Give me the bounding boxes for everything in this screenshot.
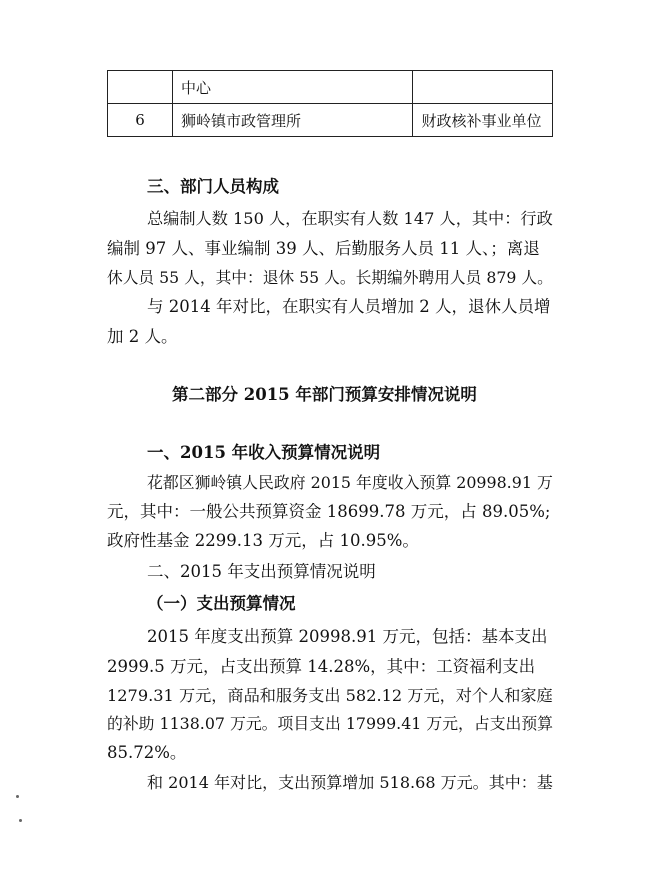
scan-speck (16, 795, 19, 798)
table-cell-name: 狮岭镇市政管理所 (173, 104, 413, 137)
table-cell-name: 中心 (173, 71, 413, 104)
document-page: 中心 6 狮岭镇市政管理所 财政核补事业单位 三、部门人员构成 总编制人数 150 人，在职实有人数 147 人，其中：行政 编制 97 人、事业编制 39 人、后勤服务人员 11 人、；离退 休人员 55 人，其中：退休 55 人。长期编外聘用人员 879 人。 与 2014 年对比，在职实有人员增加 2 人，退休人员增 加 2 人。 第二部分 2015 年部门预算安排情况说明 一、2015 年收入预算情况说明 花都区狮岭镇人民政府 2015 年度收入预算 20998.91 万 元，其中：一般公共预算资金 18699.78 万元，占 89.05%; 政府性基金 2299.13 万元，占 10.95%。 二、2015 年支出预算情况说明 （一）支出预算情况 2015 年度支出预算 20998.91 万元，包括：基本支出 2999.5 万元，占支出预算 14.28%，其中：工资福利支出 1279.31 万元，商品和服务支出 582.12 万元，对个人和家庭 的补助 1138.07 万元。项目支出 17999.41 万元，占支出预算 85.72%。 和 2014 年对比，支出预算增加 518.68 万元。其中：基 (0, 0, 650, 890)
scan-speck (19, 819, 22, 822)
table-cell-no: 6 (108, 104, 173, 137)
unit-table (107, 70, 553, 137)
table-row (108, 104, 553, 137)
table-row (108, 71, 553, 104)
table-cell-no (108, 71, 173, 104)
table-cell-kind: 财政核补事业单位 (413, 104, 553, 137)
table-cell-kind (413, 71, 553, 104)
